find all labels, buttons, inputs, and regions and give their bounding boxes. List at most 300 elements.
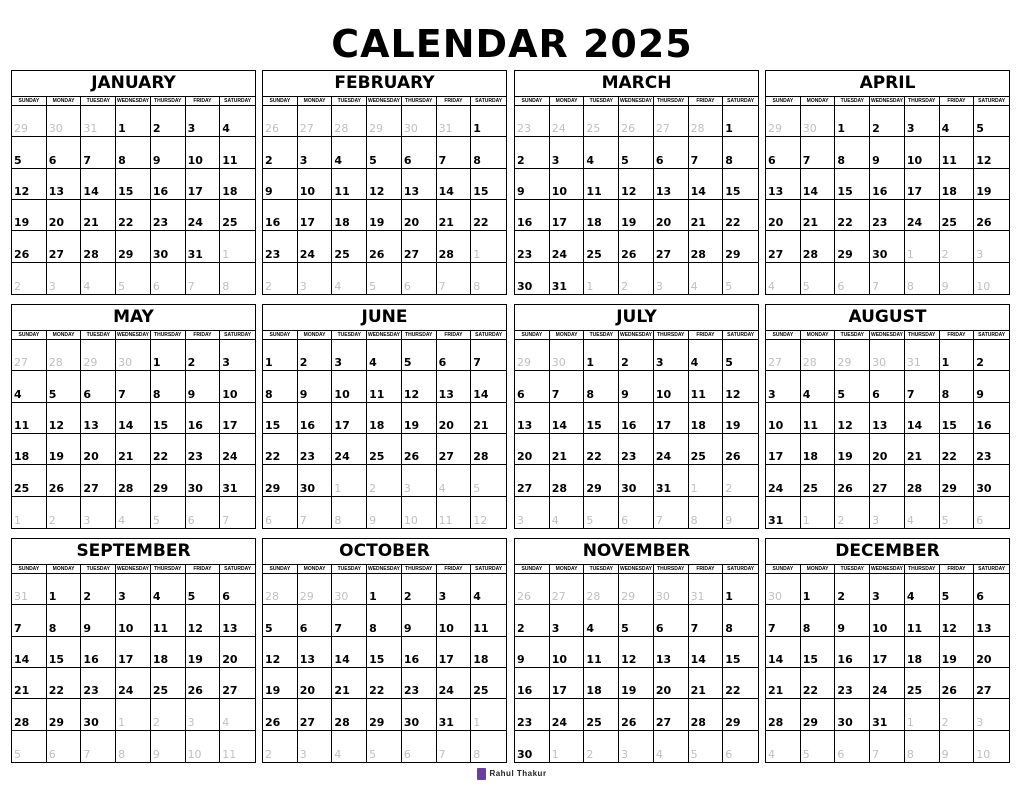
day-cell <box>437 434 472 465</box>
adjacent-month-day-cell <box>974 263 1009 294</box>
day-cell <box>940 605 975 636</box>
day-number: 28 <box>586 590 601 604</box>
day-cell <box>367 605 402 636</box>
weekday-header: TUESDAY <box>332 331 367 340</box>
day-number: 15 <box>837 185 853 198</box>
day-cell <box>940 340 975 371</box>
adjacent-month-day-cell <box>870 340 905 371</box>
day-number: 5 <box>118 280 126 293</box>
day-number: 26 <box>976 216 992 230</box>
day-number: 2 <box>265 153 273 167</box>
day-cell <box>12 231 47 262</box>
adjacent-month-day-cell <box>940 263 975 294</box>
day-cell <box>47 668 82 699</box>
day-cell <box>402 605 437 636</box>
day-number: 6 <box>621 514 629 527</box>
day-number: 27 <box>872 481 888 495</box>
day-number: 31 <box>438 715 454 729</box>
day-number: 5 <box>690 748 698 761</box>
day-cell <box>515 169 550 200</box>
adjacent-month-day-cell <box>619 106 654 137</box>
day-number: 19 <box>941 653 957 666</box>
day-number: 28 <box>83 247 99 261</box>
day-number: 10 <box>655 387 672 401</box>
day-cell <box>619 637 654 668</box>
day-number: 13 <box>403 185 420 198</box>
day-cell <box>263 668 298 699</box>
adjacent-month-day-cell <box>550 574 585 605</box>
day-cell <box>654 668 689 699</box>
day-cell <box>220 403 255 434</box>
day-cell <box>81 699 116 730</box>
day-cell <box>186 403 221 434</box>
day-number: 6 <box>655 153 664 167</box>
day-cell <box>367 668 402 699</box>
day-cell <box>367 434 402 465</box>
day-number: 6 <box>152 280 160 293</box>
day-cell <box>723 668 758 699</box>
day-number: 11 <box>690 387 706 401</box>
day-cell <box>905 574 940 605</box>
day-number: 7 <box>83 748 91 761</box>
day-cell <box>766 403 801 434</box>
day-cell <box>186 169 221 200</box>
weekday-header: WEDNESDAY <box>367 566 401 572</box>
day-cell <box>298 699 333 730</box>
day-cell <box>186 137 221 168</box>
day-number: 8 <box>118 153 126 167</box>
day-number: 4 <box>83 280 91 293</box>
weekday-header: TUESDAY <box>835 331 870 340</box>
day-number: 4 <box>906 514 914 527</box>
day-number: 13 <box>768 185 784 198</box>
day-cell <box>801 403 836 434</box>
weekday-header: TUESDAY <box>835 97 870 106</box>
day-number: 27 <box>83 481 99 495</box>
day-number: 5 <box>14 748 21 761</box>
day-cell <box>116 231 151 262</box>
day-number: 20 <box>299 684 316 698</box>
day-number: 11 <box>906 621 923 635</box>
day-number: 16 <box>837 653 853 666</box>
weekday-header: SUNDAY <box>515 97 550 106</box>
day-number: 21 <box>690 216 706 230</box>
day-number: 24 <box>551 122 566 136</box>
weekday-header: WEDNESDAY <box>870 332 904 338</box>
day-number: 1 <box>222 247 230 261</box>
adjacent-month-day-cell <box>186 699 221 730</box>
day-number: 15 <box>48 653 65 666</box>
day-cell <box>654 434 689 465</box>
weekday-header: TUESDAY <box>332 97 367 106</box>
day-number: 8 <box>725 621 733 635</box>
day-number: 1 <box>48 590 57 604</box>
day-cell <box>723 637 758 668</box>
adjacent-month-day-cell <box>12 263 47 294</box>
day-cell <box>437 699 472 730</box>
day-number: 28 <box>334 715 350 729</box>
day-number: 20 <box>872 450 888 464</box>
day-number: 30 <box>551 356 566 370</box>
day-number: 19 <box>265 684 281 698</box>
day-number: 1 <box>690 481 698 495</box>
day-cell <box>974 668 1009 699</box>
day-number: 22 <box>725 216 741 230</box>
day-cell <box>437 169 472 200</box>
day-cell <box>116 668 151 699</box>
day-number: 9 <box>299 387 308 401</box>
day-number: 28 <box>265 590 279 604</box>
adjacent-month-day-cell <box>515 340 550 371</box>
day-number: 19 <box>725 419 741 432</box>
day-number: 11 <box>334 185 350 198</box>
day-cell <box>186 465 221 496</box>
weekday-header: FRIDAY <box>689 331 724 340</box>
day-number: 18 <box>152 653 169 666</box>
day-cell <box>835 699 870 730</box>
day-cell <box>367 699 402 730</box>
day-cell <box>116 200 151 231</box>
day-number: 11 <box>222 748 237 761</box>
day-number: 24 <box>655 450 672 464</box>
day-cell <box>47 637 82 668</box>
day-cell <box>151 169 186 200</box>
weekday-header: SUNDAY <box>515 331 550 340</box>
day-cell <box>584 169 619 200</box>
day-number: 8 <box>725 153 733 167</box>
day-number: 24 <box>551 715 568 729</box>
adjacent-month-day-cell <box>689 731 724 762</box>
day-number: 27 <box>517 481 533 495</box>
day-number: 6 <box>403 280 411 293</box>
day-number: 22 <box>941 450 957 464</box>
day-number: 1 <box>473 715 481 729</box>
day-number: 20 <box>976 653 992 666</box>
day-number: 10 <box>403 514 418 527</box>
weekday-header: MONDAY <box>801 97 836 106</box>
weekday-header: FRIDAY <box>689 97 724 106</box>
day-number: 7 <box>551 387 560 401</box>
day-number: 3 <box>48 280 56 293</box>
day-cell <box>940 200 975 231</box>
day-cell <box>151 465 186 496</box>
adjacent-month-day-cell <box>723 263 758 294</box>
weekday-header: FRIDAY <box>689 565 724 574</box>
day-cell <box>12 465 47 496</box>
day-cell <box>298 465 333 496</box>
day-number: 1 <box>551 748 559 761</box>
day-number: 16 <box>187 419 203 432</box>
day-cell <box>151 403 186 434</box>
day-number: 16 <box>621 419 637 432</box>
adjacent-month-day-cell <box>689 574 724 605</box>
day-cell <box>186 200 221 231</box>
day-number: 13 <box>655 185 672 198</box>
day-number: 29 <box>586 481 602 495</box>
day-cell <box>402 137 437 168</box>
day-number: 3 <box>438 590 447 604</box>
day-cell <box>801 637 836 668</box>
day-number: 9 <box>837 621 846 635</box>
adjacent-month-day-cell <box>584 574 619 605</box>
day-cell <box>584 434 619 465</box>
day-cell <box>402 231 437 262</box>
day-number: 29 <box>941 481 957 495</box>
day-cell <box>471 434 506 465</box>
day-cell <box>550 668 585 699</box>
day-cell <box>402 403 437 434</box>
day-number: 31 <box>690 590 705 604</box>
day-cell <box>402 434 437 465</box>
day-number: 16 <box>403 653 420 666</box>
day-number: 12 <box>837 419 853 432</box>
day-cell <box>151 371 186 402</box>
month-day-grid <box>766 565 1009 762</box>
day-number: 22 <box>265 450 281 464</box>
day-number: 10 <box>118 621 134 635</box>
weekday-header: THURSDAY <box>905 97 940 106</box>
day-number: 18 <box>941 185 957 198</box>
day-number: 4 <box>551 514 559 527</box>
day-cell <box>47 465 82 496</box>
adjacent-month-day-cell <box>367 731 402 762</box>
day-number: 1 <box>473 122 481 136</box>
day-number: 16 <box>265 216 281 230</box>
day-number: 3 <box>517 514 524 527</box>
day-cell <box>186 371 221 402</box>
day-cell <box>766 371 801 402</box>
day-number: 29 <box>768 122 782 136</box>
day-number: 28 <box>690 247 706 261</box>
weekday-header: THURSDAY <box>151 331 186 340</box>
day-number: 7 <box>768 621 776 635</box>
day-number: 9 <box>941 280 949 293</box>
day-number: 8 <box>222 280 230 293</box>
day-cell <box>220 574 255 605</box>
day-cell <box>220 465 255 496</box>
weekday-header: SUNDAY <box>766 331 801 340</box>
weekday-header: SUNDAY <box>12 565 47 574</box>
day-cell <box>47 231 82 262</box>
day-cell <box>367 574 402 605</box>
day-number: 1 <box>118 122 126 136</box>
day-cell <box>220 106 255 137</box>
day-number: 16 <box>976 419 992 432</box>
day-number: 19 <box>369 216 385 230</box>
adjacent-month-day-cell <box>263 731 298 762</box>
day-cell <box>835 574 870 605</box>
day-cell <box>471 668 506 699</box>
weekday-header: FRIDAY <box>186 97 221 106</box>
adjacent-month-day-cell <box>47 497 82 528</box>
day-number: 21 <box>438 216 454 230</box>
day-number: 9 <box>369 514 377 527</box>
day-number: 14 <box>118 419 134 432</box>
day-cell <box>766 231 801 262</box>
day-number: 4 <box>768 280 775 293</box>
day-cell <box>974 465 1009 496</box>
day-cell <box>263 637 298 668</box>
weekday-header: THURSDAY <box>402 565 437 574</box>
day-cell <box>550 699 585 730</box>
day-number: 13 <box>48 185 65 198</box>
day-number: 30 <box>802 122 817 136</box>
day-number: 9 <box>517 185 525 198</box>
day-number: 31 <box>768 514 784 527</box>
day-number: 25 <box>941 216 957 230</box>
day-number: 27 <box>48 247 65 261</box>
day-cell <box>220 137 255 168</box>
day-number: 7 <box>802 153 811 167</box>
day-cell <box>584 699 619 730</box>
adjacent-month-day-cell <box>81 340 116 371</box>
month-february <box>262 70 507 295</box>
day-cell <box>81 465 116 496</box>
adjacent-month-day-cell <box>905 699 940 730</box>
month-name: MAY <box>12 305 255 331</box>
adjacent-month-day-cell <box>367 497 402 528</box>
day-number: 7 <box>118 387 126 401</box>
day-number: 3 <box>872 590 880 604</box>
day-cell <box>47 200 82 231</box>
day-cell <box>801 605 836 636</box>
month-name: NOVEMBER <box>515 539 758 565</box>
day-number: 23 <box>152 216 169 230</box>
adjacent-month-day-cell <box>801 106 836 137</box>
day-number: 4 <box>152 590 161 604</box>
day-number: 23 <box>83 684 99 698</box>
day-cell <box>81 200 116 231</box>
day-number: 17 <box>551 684 568 698</box>
day-cell <box>81 169 116 200</box>
weekday-header: TUESDAY <box>81 565 116 574</box>
day-cell <box>263 465 298 496</box>
day-number: 1 <box>586 280 594 293</box>
day-cell <box>723 371 758 402</box>
month-may <box>11 304 256 529</box>
adjacent-month-day-cell <box>47 106 82 137</box>
day-cell <box>263 200 298 231</box>
day-cell <box>437 137 472 168</box>
day-number: 14 <box>690 653 706 666</box>
day-cell <box>116 434 151 465</box>
day-number: 10 <box>906 153 923 167</box>
day-number: 21 <box>473 419 489 432</box>
month-day-grid <box>263 565 506 762</box>
day-number: 1 <box>906 247 914 261</box>
day-number: 24 <box>187 216 203 230</box>
day-number: 8 <box>473 153 481 167</box>
day-number: 22 <box>48 684 65 698</box>
day-number: 23 <box>517 715 533 729</box>
day-cell <box>584 403 619 434</box>
day-number: 23 <box>517 247 533 261</box>
adjacent-month-day-cell <box>263 263 298 294</box>
day-cell <box>654 169 689 200</box>
day-cell <box>940 403 975 434</box>
day-number: 19 <box>403 419 420 432</box>
adjacent-month-day-cell <box>550 731 585 762</box>
day-number: 16 <box>872 185 888 198</box>
day-number: 4 <box>334 280 342 293</box>
adjacent-month-day-cell <box>402 465 437 496</box>
day-cell <box>723 605 758 636</box>
day-number: 1 <box>802 590 811 604</box>
adjacent-month-day-cell <box>367 263 402 294</box>
adjacent-month-day-cell <box>220 263 255 294</box>
day-number: 28 <box>802 247 819 261</box>
day-number: 21 <box>14 684 30 698</box>
day-cell <box>550 434 585 465</box>
day-number: 29 <box>118 247 134 261</box>
day-number: 5 <box>48 387 57 401</box>
weekday-header: WEDNESDAY <box>116 566 150 572</box>
adjacent-month-day-cell <box>766 106 801 137</box>
day-cell <box>689 169 724 200</box>
day-number: 24 <box>334 450 350 464</box>
weekday-header: THURSDAY <box>151 565 186 574</box>
day-cell <box>835 137 870 168</box>
day-number: 28 <box>690 122 705 136</box>
day-number: 6 <box>403 153 412 167</box>
brand-footer <box>0 768 1024 780</box>
day-number: 23 <box>837 684 853 698</box>
day-number: 27 <box>299 122 314 136</box>
day-number: 30 <box>299 481 316 495</box>
day-cell <box>905 668 940 699</box>
day-cell <box>905 137 940 168</box>
day-number: 3 <box>976 247 984 261</box>
day-cell <box>437 574 472 605</box>
day-cell <box>654 605 689 636</box>
day-number: 14 <box>768 653 784 666</box>
day-number: 22 <box>586 450 602 464</box>
adjacent-month-day-cell <box>471 465 506 496</box>
day-cell <box>298 434 333 465</box>
day-number: 2 <box>976 356 984 370</box>
day-number: 5 <box>265 621 273 635</box>
day-cell <box>974 169 1009 200</box>
day-cell <box>835 434 870 465</box>
adjacent-month-day-cell <box>151 497 186 528</box>
day-cell <box>12 668 47 699</box>
month-day-grid <box>12 97 255 294</box>
day-number: 8 <box>473 280 481 293</box>
day-number: 30 <box>118 356 133 370</box>
adjacent-month-day-cell <box>515 497 550 528</box>
day-number: 10 <box>551 653 568 666</box>
day-number: 4 <box>906 590 915 604</box>
day-number: 26 <box>265 715 281 729</box>
day-number: 26 <box>837 481 853 495</box>
adjacent-month-day-cell <box>654 574 689 605</box>
day-number: 6 <box>187 514 195 527</box>
day-number: 30 <box>152 247 169 261</box>
day-cell <box>220 637 255 668</box>
day-number: 9 <box>83 621 92 635</box>
adjacent-month-day-cell <box>471 231 506 262</box>
month-day-grid <box>515 97 758 294</box>
day-cell <box>766 497 801 528</box>
weekday-header: TUESDAY <box>835 565 870 574</box>
day-number: 14 <box>551 419 568 432</box>
day-number: 8 <box>473 748 481 761</box>
weekday-header: THURSDAY <box>402 97 437 106</box>
day-number: 26 <box>941 684 957 698</box>
day-number: 25 <box>690 450 706 464</box>
day-number: 20 <box>655 684 672 698</box>
day-number: 4 <box>655 748 663 761</box>
